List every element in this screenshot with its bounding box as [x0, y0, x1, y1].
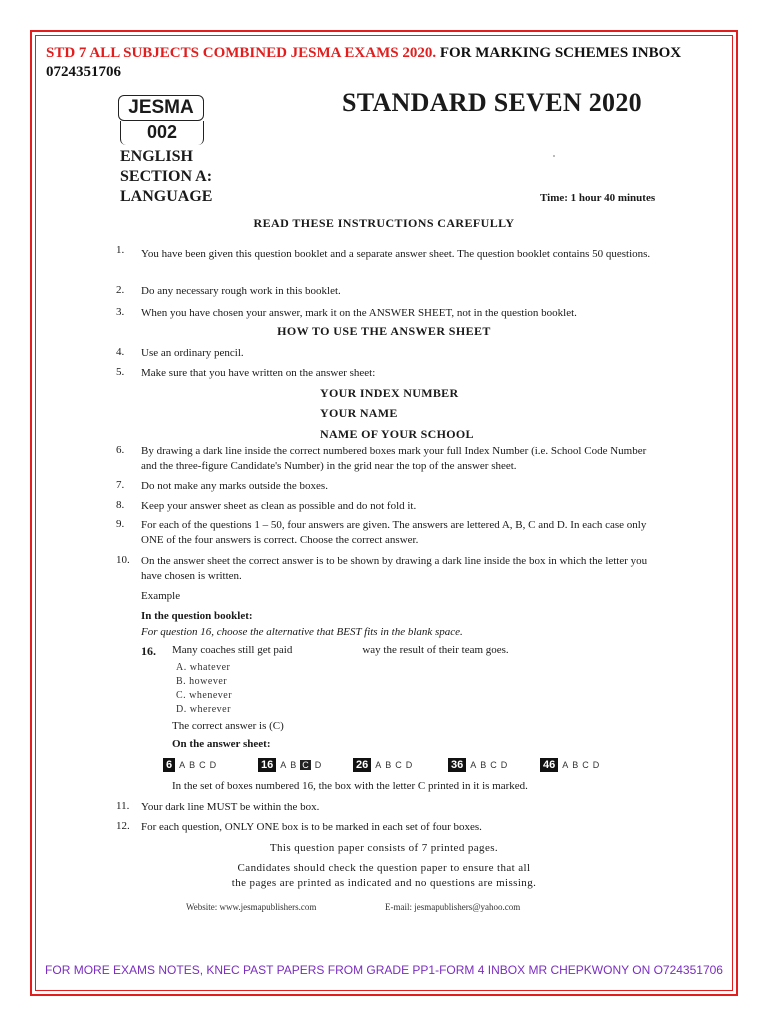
instruction-text: Keep your answer sheet as clean as possible and do not fold it. [141, 500, 417, 512]
instruction-text: For each of the questions 1 – 50, four answers are given. The answers are lettered A, B, C and D. In each case only ONE of the four answers is correct. Choose the correct answer. [141, 519, 647, 546]
footer-promo: FOR MORE EXAMS NOTES, KNEC PAST PAPERS FROM GRADE PP1-FORM 4 INBOX MR CHEPKWONY ON O724351706 [45, 963, 723, 977]
box-letter: D [405, 760, 413, 770]
box-letter: A [280, 760, 287, 770]
option-d: D. wherever [176, 704, 231, 715]
box-letter: B [572, 760, 579, 770]
box-letter-marked: C [302, 760, 309, 770]
instruction-number: 4. [116, 346, 125, 358]
instruction-number: 1. [116, 244, 125, 256]
answer-box-group [448, 758, 511, 772]
answer-box-sample [163, 758, 643, 774]
example-instruction: For question 16, choose the alternative that BEST fits in the blank space. [141, 626, 463, 638]
option-a: A. whatever [176, 662, 231, 673]
part-label: LANGUAGE [120, 188, 213, 205]
box-letter: A [375, 760, 382, 770]
answer-sheet-heading: HOW TO USE THE ANSWER SHEET [277, 324, 491, 338]
example-in-booklet: In the question booklet: [141, 610, 253, 622]
box-letter: A [179, 760, 186, 770]
box-letter: A [470, 760, 477, 770]
box-number: 16 [258, 758, 276, 772]
pages-notice: This question paper consists of 7 printed pages. [269, 842, 499, 854]
box-letter: B [290, 760, 297, 770]
box-letter: B [385, 760, 392, 770]
instruction-text: Use an ordinary pencil. [141, 347, 244, 359]
check-notice-2: the pages are printed as indicated and no questions are missing. [231, 877, 537, 889]
instruction-number: 7. [116, 479, 125, 491]
banner-red-text: STD 7 ALL SUBJECTS COMBINED JESMA EXAMS 2020. [46, 45, 437, 61]
box-letter: C [490, 760, 497, 770]
instruction-number: 9. [116, 518, 125, 530]
instruction-text: Do any necessary rough work in this booklet. [141, 285, 341, 297]
box-number: 36 [448, 758, 466, 772]
instruction-text: On the answer sheet the correct answer is to be shown by drawing a dark line inside the box in which the letter you have chosen is written. [141, 555, 648, 582]
example-question-text [172, 644, 509, 656]
scan-speck [553, 155, 555, 157]
instruction-number: 11. [116, 800, 130, 812]
box-letter: C [582, 760, 589, 770]
check-notice-1: Candidates should check the question paper to ensure that all [237, 862, 531, 874]
answer-box-group [353, 758, 416, 772]
section-label: SECTION A: [120, 168, 213, 185]
question-part-1: Many coaches still get paid [172, 644, 293, 656]
instruction-text: Your dark line MUST be within the box. [141, 801, 320, 813]
instruction-text: By drawing a dark line inside the correct numbered boxes mark your full Index Number (i.e. School Code Number and the three-figure Candidate's Number) in the grid near the top of the answer sheet. [141, 445, 647, 472]
box-letter: A [562, 760, 569, 770]
box-letter: B [189, 760, 196, 770]
answer-box-group [258, 758, 325, 772]
box-letter: D [209, 760, 217, 770]
field-name: YOUR NAME [320, 406, 398, 420]
promo-banner [46, 44, 726, 82]
subject-label: ENGLISH [120, 148, 193, 165]
box-letter: D [592, 760, 600, 770]
publisher-label: JESMA [118, 95, 204, 121]
answer-box-group [163, 758, 220, 772]
example-on-sheet: On the answer sheet: [172, 738, 271, 750]
example-question-number: 16. [141, 644, 156, 658]
box-number: 46 [540, 758, 558, 772]
box-number: 6 [163, 758, 175, 772]
option-c: C. whenever [176, 690, 233, 701]
instruction-text: Make sure that you have written on the answer sheet: [141, 367, 376, 379]
field-school: NAME OF YOUR SCHOOL [320, 427, 474, 441]
answer-box-group [540, 758, 603, 772]
email-text: E-mail: jesmapublishers@yahoo.com [385, 902, 521, 912]
instruction-text: When you have chosen your answer, mark it on the ANSWER SHEET, not in the question booklet. [141, 307, 577, 319]
paper-code: 002 [120, 121, 204, 145]
box-letter: B [480, 760, 487, 770]
instruction-text: You have been given this question booklet and a separate answer sheet. The question booklet contains 50 questions. [141, 248, 651, 260]
time-allowed: Time: 1 hour 40 minutes [540, 192, 656, 204]
box-letter: D [500, 760, 508, 770]
banner-black-text: FOR MARKING SCHEMES INBOX 0724351706 [46, 45, 682, 80]
example-explanation: In the set of boxes numbered 16, the box with the letter C printed in it is marked. [172, 780, 528, 792]
instruction-text: For each question, ONLY ONE box is to be marked in each set of four boxes. [141, 821, 482, 833]
field-index-number: YOUR INDEX NUMBER [320, 386, 459, 400]
instruction-number: 2. [116, 284, 125, 296]
instruction-number: 8. [116, 499, 125, 511]
example-label: Example [141, 590, 181, 602]
option-b: B. however [176, 676, 228, 687]
box-letter: C [395, 760, 402, 770]
box-letter: D [314, 760, 322, 770]
instructions-heading: READ THESE INSTRUCTIONS CAREFULLY [253, 216, 515, 230]
box-letter: C [199, 760, 206, 770]
instruction-number: 10. [116, 554, 130, 566]
instruction-number: 3. [116, 306, 125, 318]
example-answer: The correct answer is (C) [172, 720, 284, 732]
instruction-number: 5. [116, 366, 125, 378]
instruction-number: 6. [116, 444, 125, 456]
instruction-text: Do not make any marks outside the boxes. [141, 480, 328, 492]
question-part-2: way the result of their team goes. [362, 644, 509, 656]
box-number: 26 [353, 758, 371, 772]
exam-title: STANDARD SEVEN 2020 [342, 88, 642, 117]
instruction-number: 12. [116, 820, 130, 832]
website-text: Website: www.jesmapublishers.com [186, 902, 317, 912]
